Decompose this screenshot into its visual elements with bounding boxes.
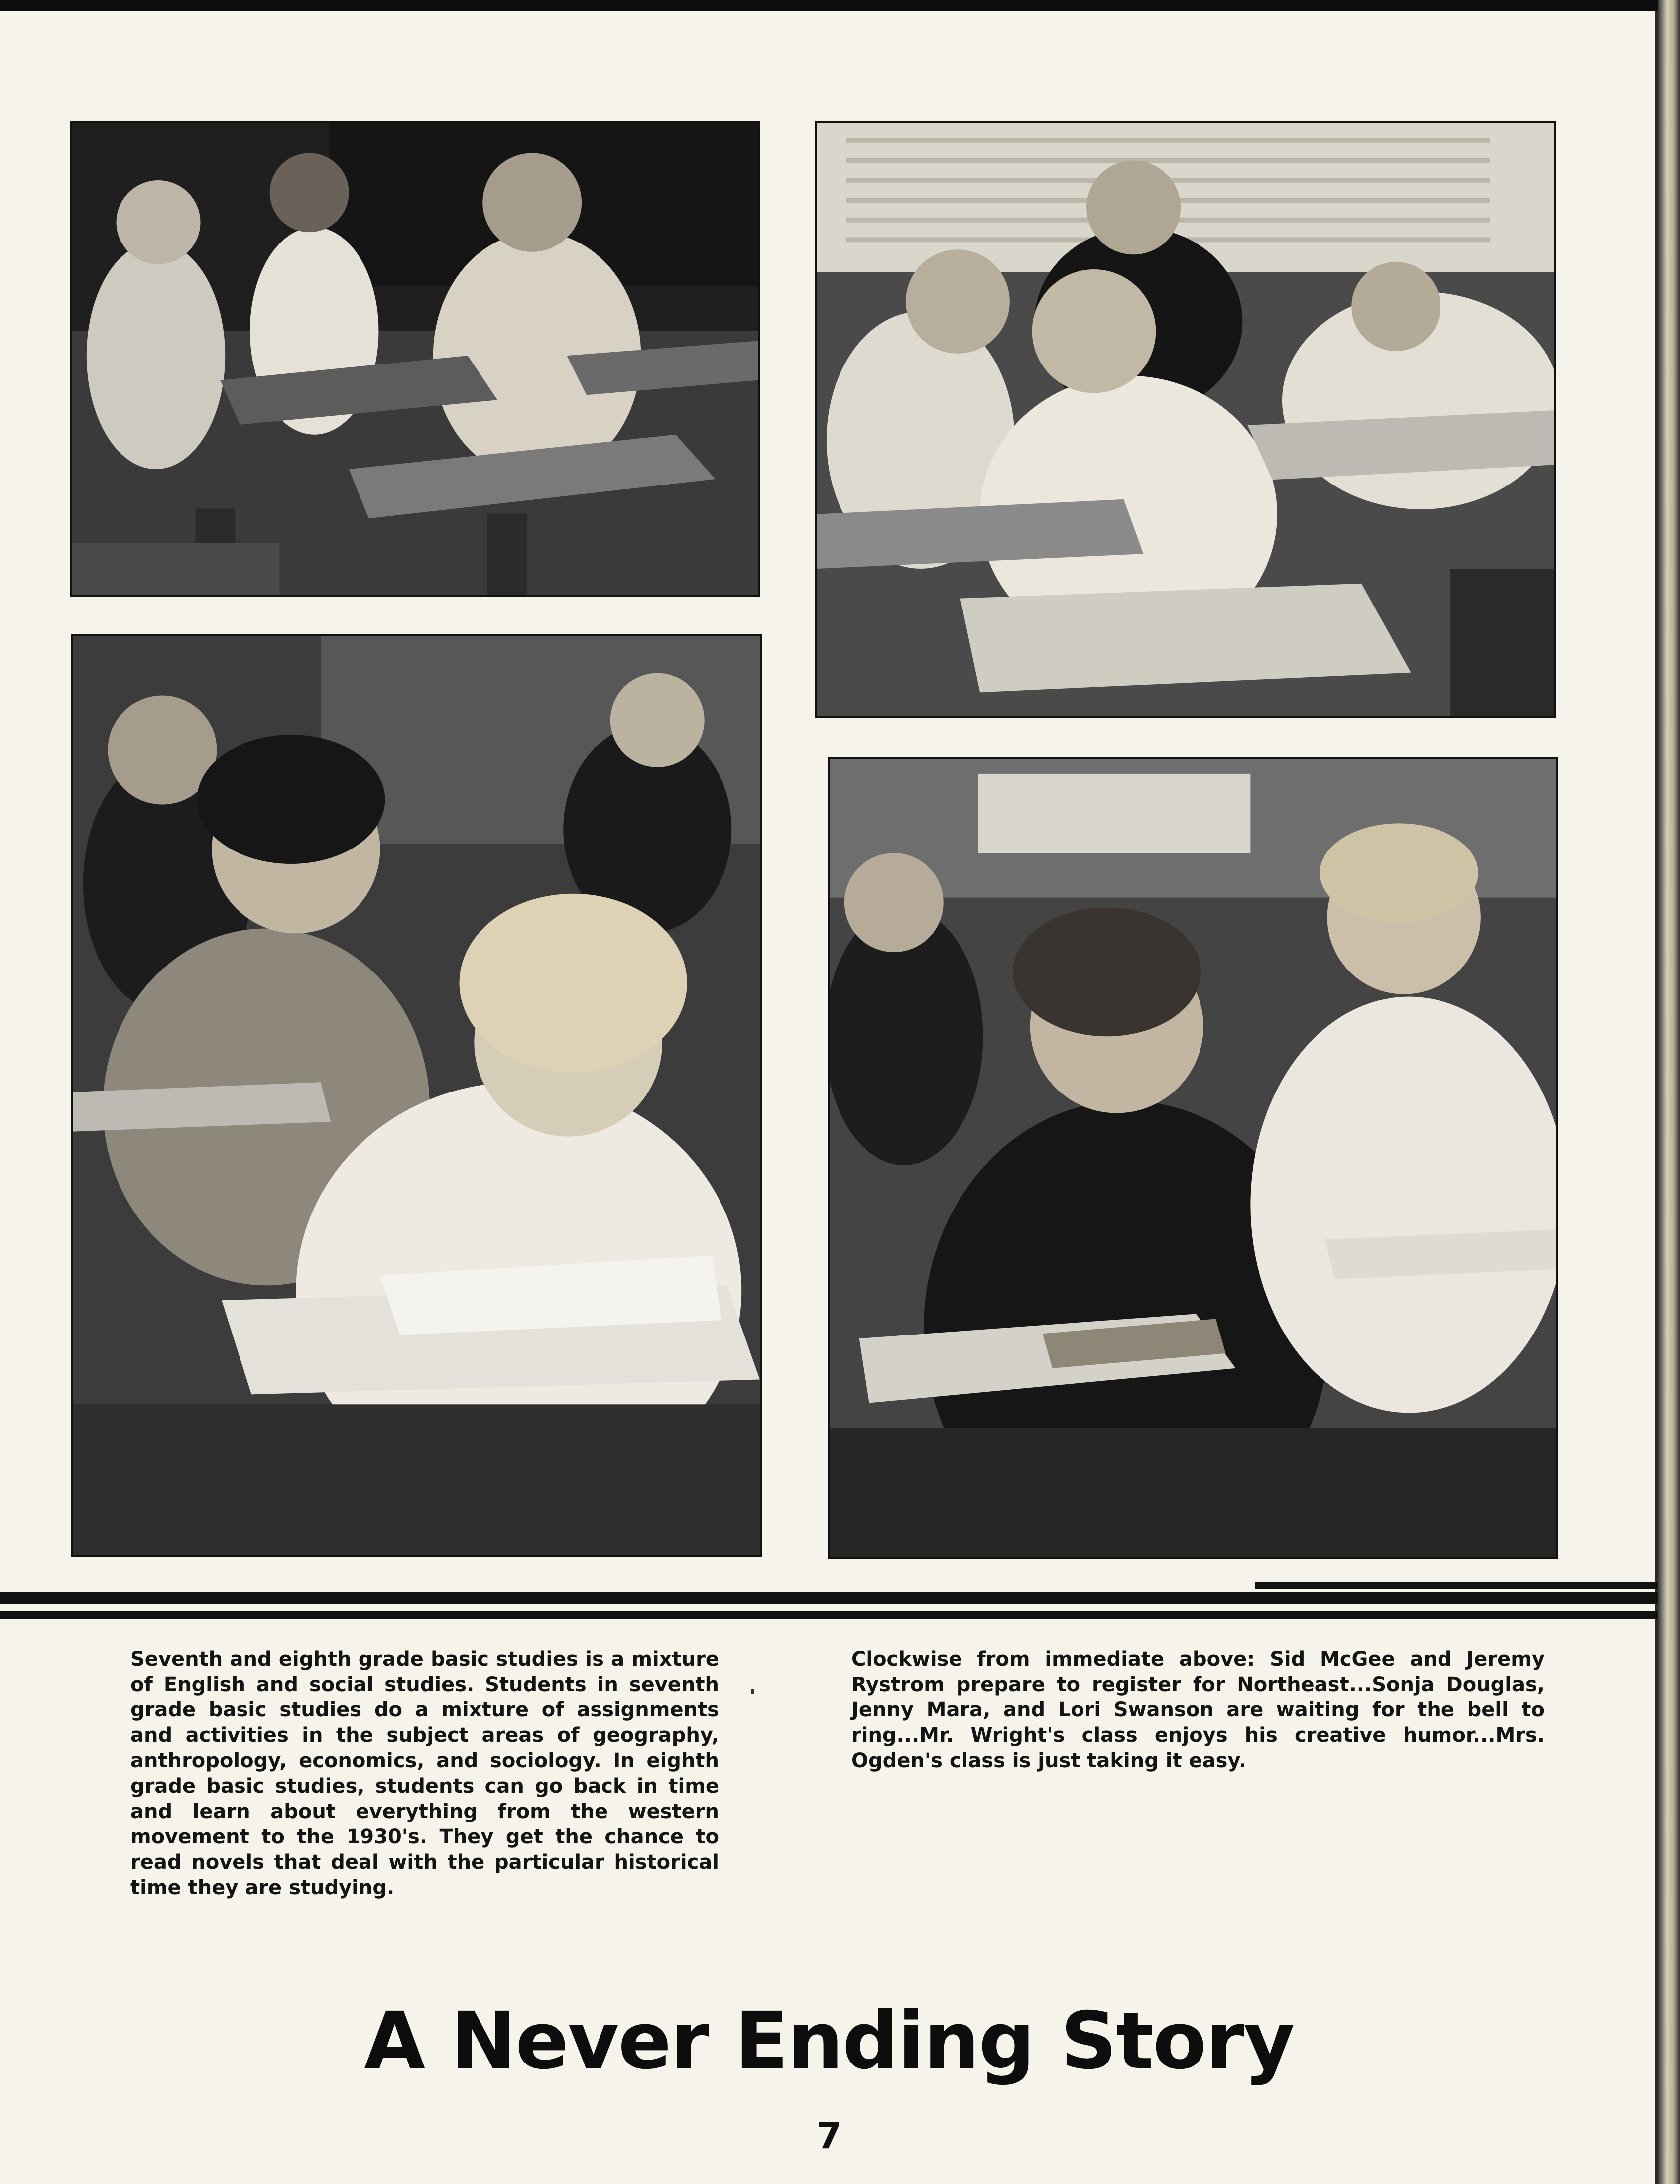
photo-bottom-right — [828, 757, 1558, 1559]
divider-rule-thick — [0, 1592, 1658, 1604]
page-number: 7 — [816, 2115, 842, 2157]
yearbook-page — [0, 11, 1658, 2184]
book-spine — [1658, 0, 1680, 2184]
photo-caption: Clockwise from immediate above: Sid McGee and Jeremy Rystrom prepare to register for Northeast...Sonja Douglas, Jenny Mara, and Lori Swanson are waiting for the bell to ring...Mr. Wright's class enjoys his creative humor...Mrs. Ogden's class is just taking it easy. — [851, 1648, 1545, 1772]
divider-rule-upper — [1255, 1582, 1658, 1589]
page-headline: A Never Ending Story — [364, 1995, 1294, 2087]
body-text: Seventh and eighth grade basic studies is a mixture of English and social studies. Students in seventh grade basic studies do a mixture of assignments and activities in the subject areas of geography, anthropology, economics, and sociology. In eighth grade basic studies, students can go back in time and learn about everything from the western movement to the 1930's. They get the chance to read novels that deal with the particular historical time they are studying. — [130, 1648, 719, 1899]
photo-top-right — [815, 121, 1556, 718]
stray-mark — [751, 1689, 754, 1694]
divider-rule-thin — [0, 1611, 1658, 1619]
photo-top-left — [70, 121, 760, 597]
photo-bottom-left — [71, 634, 762, 1557]
